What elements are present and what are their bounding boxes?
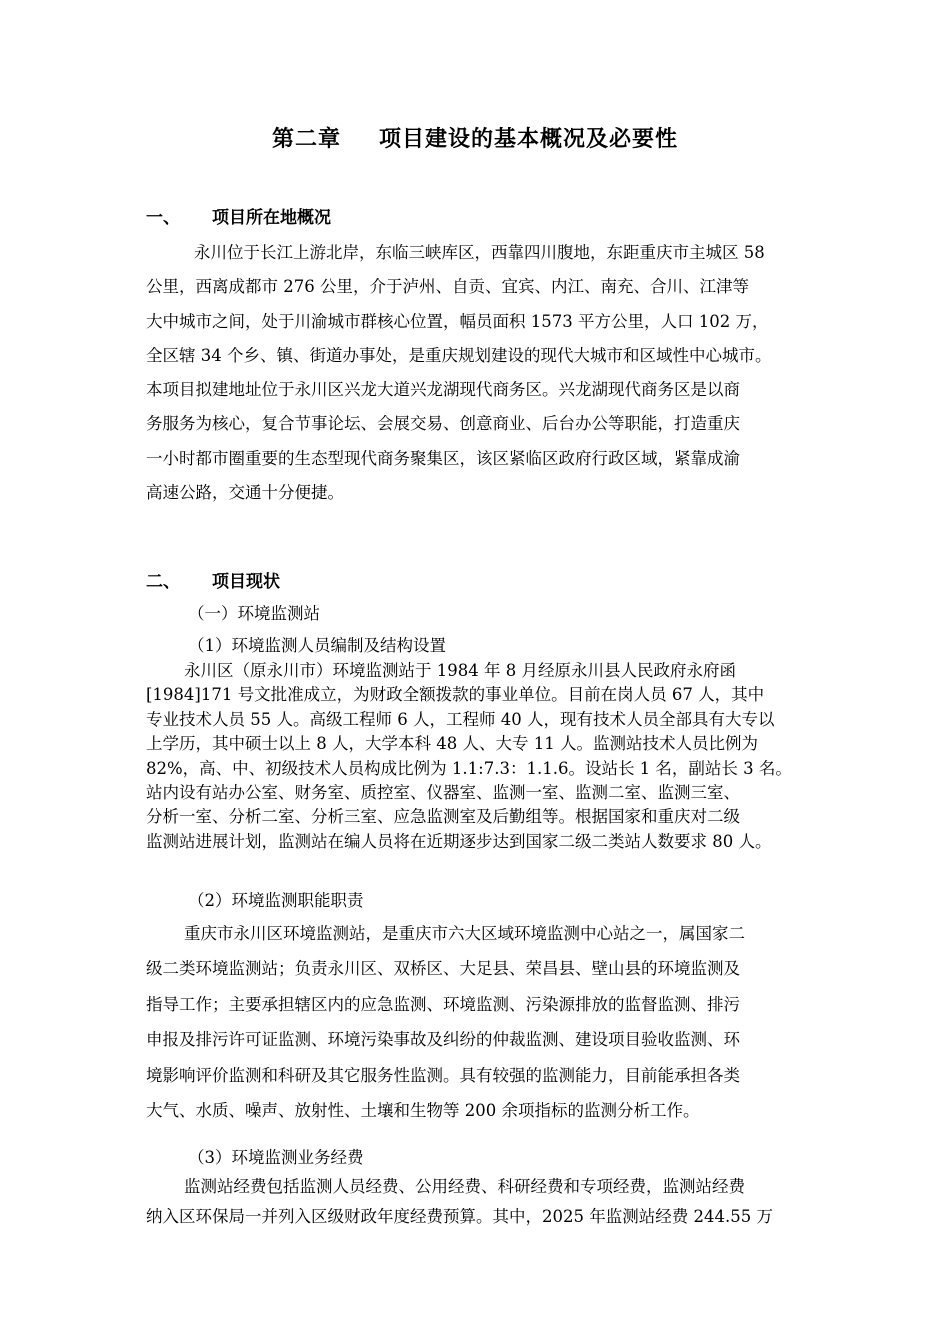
paragraph-line: 指导工作；主要承担辖区内的应急监测、环境监测、污染源排放的监督监测、排污	[146, 994, 740, 1014]
paragraph-line: 纳入区环保局一并列入区级财政年度经费预算。其中，2025 年监测站经费 244.55 万	[146, 1207, 773, 1226]
paragraph-line: 大气、水质、噪声、放射性、土壤和生物等 200 余项指标的监测分析工作。	[146, 1101, 700, 1121]
paragraph-line: 高速公路，交通十分便捷。	[146, 483, 344, 503]
paragraph-line: 本项目拟建地址位于永川区兴龙大道兴龙湖现代商务区。兴龙湖现代商务区是以商	[146, 380, 740, 400]
section-2-title: 项目现状	[212, 572, 280, 592]
paragraph-line: 重庆市永川区环境监测站，是重庆市六大区域环境监测中心站之一，属国家二	[184, 924, 745, 943]
paragraph-line: 永川区（原永川市）环境监测站于 1984 年 8 月经原永川县人民政府永府函	[184, 661, 736, 680]
paragraph-line: 级二类环境监测站；负责永川区、双桥区、大足县、荣昌县、壁山县的环境监测及	[146, 959, 740, 979]
section-1-body	[146, 236, 852, 510]
paragraph-line: [1984]171 号文批准成立，为财政全额拨款的事业单位。目前在岗人员 67 人，其中	[146, 685, 765, 705]
paragraph-line: 大中城市之间，处于川渝城市群核心位置，幅员面积 1573 平方公里，人口 102 万，	[146, 311, 769, 331]
paragraph-line: 公里，西离成都市 276 公里，介于泸州、自贡、宜宾、内江、南充、合川、江津等	[146, 277, 749, 297]
chapter-title-text: 项目建设的基本概况及必要性	[379, 127, 679, 152]
paragraph-line: 专业技术人员 55 人。高级工程师 6 人，工程师 40 人，现有技术人员全部具有大专以	[146, 709, 775, 729]
paragraph-line: 境影响评价监测和科研及其它服务性监测。具有较强的监测能力，目前能承担各类	[146, 1065, 740, 1085]
item-2-title: （2）环境监测职能职责	[188, 891, 364, 910]
item-2-body	[146, 916, 852, 1128]
paragraph-line: 82%，高、中、初级技术人员构成比例为 1.1:7.3：1.1.6。设站长 1 名，副站长 3 名。	[146, 758, 792, 778]
paragraph-line: 务服务为核心，复合节事论坛、会展交易、创意商业、后台办公等职能，打造重庆	[146, 414, 740, 434]
paragraph-line: 上学历，其中硕士以上 8 人，大学本科 48 人、大专 11 人。监测站技术人员比例为	[146, 734, 758, 754]
paragraph-line: 站内设有站办公室、财务室、质控室、仪器室、监测一室、监测二室、监测三室、	[146, 783, 740, 803]
section-1-heading	[146, 203, 331, 228]
paragraph-line: 一小时都市圈重要的生态型现代商务聚集区，该区紧临区政府行政区域，紧靠成渝	[146, 448, 740, 468]
paragraph-line: 监测站经费包括监测人员经费、公用经费、科研经费和专项经费，监测站经费	[184, 1177, 745, 1196]
paragraph-line: 分析一室、分析二室、分析三室、应急监测室及后勤组等。根据国家和重庆对二级	[146, 807, 740, 827]
paragraph-line: 监测站进展计划，监测站在编人员将在近期逐步达到国家二级二类站人数要求 80 人。	[146, 831, 772, 851]
item-3-body	[146, 1172, 852, 1232]
paragraph-line: 永川位于长江上游北岸，东临三峡库区，西靠四川腹地，东距重庆市主城区 58	[194, 243, 765, 262]
section-2-number: 二、	[146, 572, 180, 592]
chapter-title	[0, 122, 950, 153]
item-1-body	[146, 659, 852, 854]
section-1-number: 一、	[146, 208, 180, 228]
chapter-label: 第二章	[271, 127, 341, 152]
paragraph-line: 申报及排污许可证监测、环境污染事故及纠纷的仲裁监测、建设项目验收监测、环	[146, 1030, 740, 1050]
item-3-title: （3）环境监测业务经费	[188, 1148, 364, 1167]
section-1-title: 项目所在地概况	[212, 208, 331, 228]
item-1-title: （1）环境监测人员编制及结构设置	[188, 636, 446, 655]
paragraph-line: 全区辖 34 个乡、镇、街道办事处，是重庆规划建设的现代大城市和区域性中心城市。	[146, 345, 772, 365]
section-2-heading	[146, 567, 280, 592]
subsection-monitoring-station: （一）环境监测站	[188, 604, 320, 623]
